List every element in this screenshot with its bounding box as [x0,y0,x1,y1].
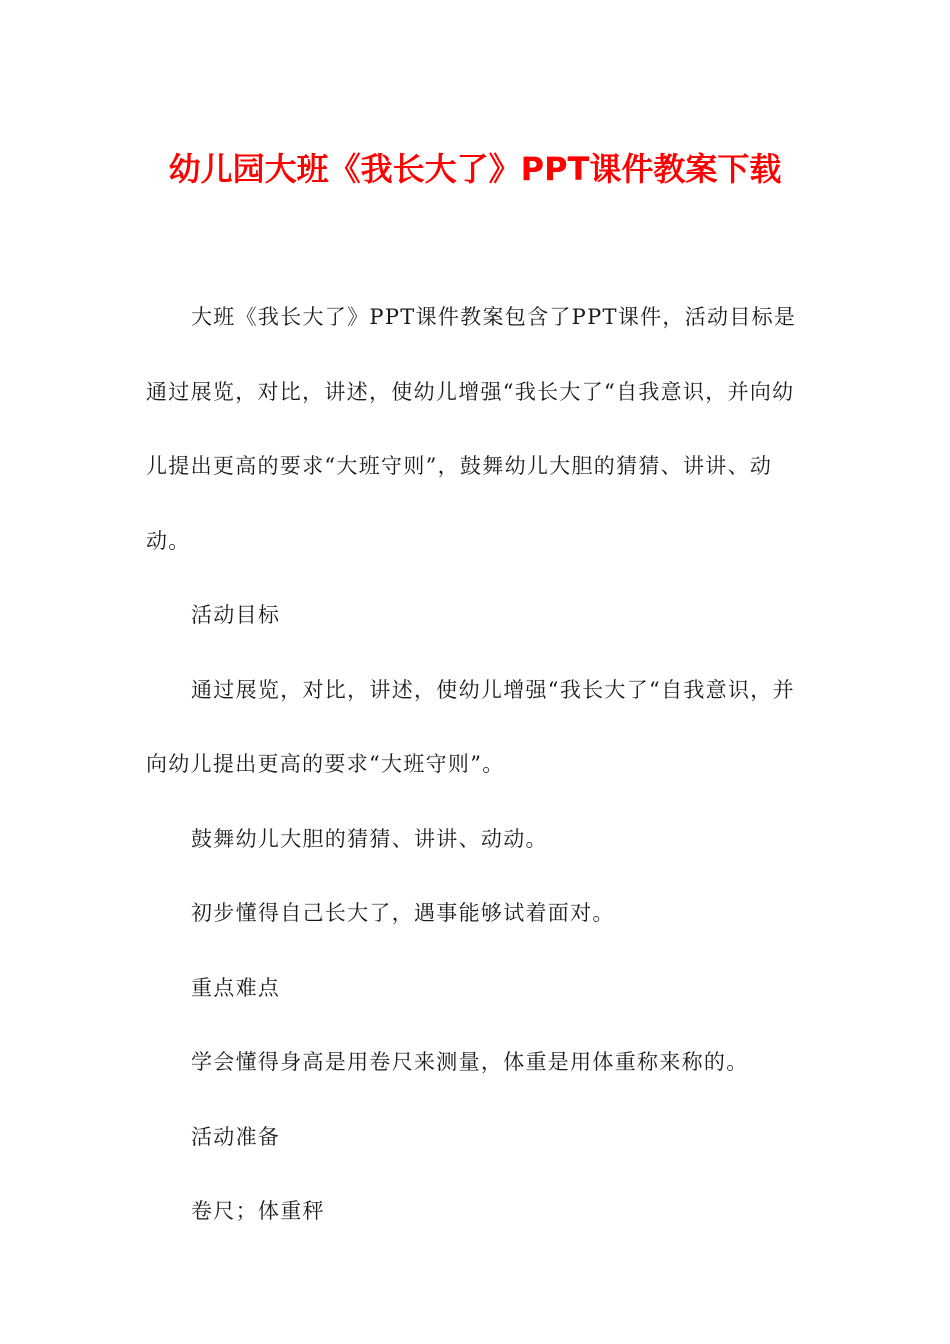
document-body [146,280,814,1249]
goal-paragraph-2: 鼓舞幼儿大胆的猜猜、讲讲、动动。 [191,826,548,851]
preparation-paragraph: 卷尺；体重秤 [191,1199,325,1223]
intro-paragraph: 大班《我长大了》PPT课件教案包含了PPT课件，活动目标是通过展览，对比，讲述，使幼儿增强“我长大了“自我意识，并向幼儿提出更高的要求“大班守则”，鼓舞幼儿大胆的猜猜、讲讲、动动。 [146,305,797,553]
document-title: 幼儿园大班《我长大了》PPT课件教案下载 [168,150,782,188]
section-heading-preparation: 活动准备 [191,1124,281,1149]
section-heading-goals: 活动目标 [191,603,281,627]
goal-paragraph-3: 初步懂得自己长大了，遇事能够试着面对。 [191,901,615,925]
section-heading-key-points: 重点难点 [191,975,281,1000]
key-points-paragraph: 学会懂得身高是用卷尺来测量，体重是用体重称来称的。 [191,1050,749,1074]
goal-paragraph-1: 通过展览，对比，讲述，使幼儿增强“我长大了“自我意识，并向幼儿提出更高的要求“大班守则”。 [146,677,795,776]
